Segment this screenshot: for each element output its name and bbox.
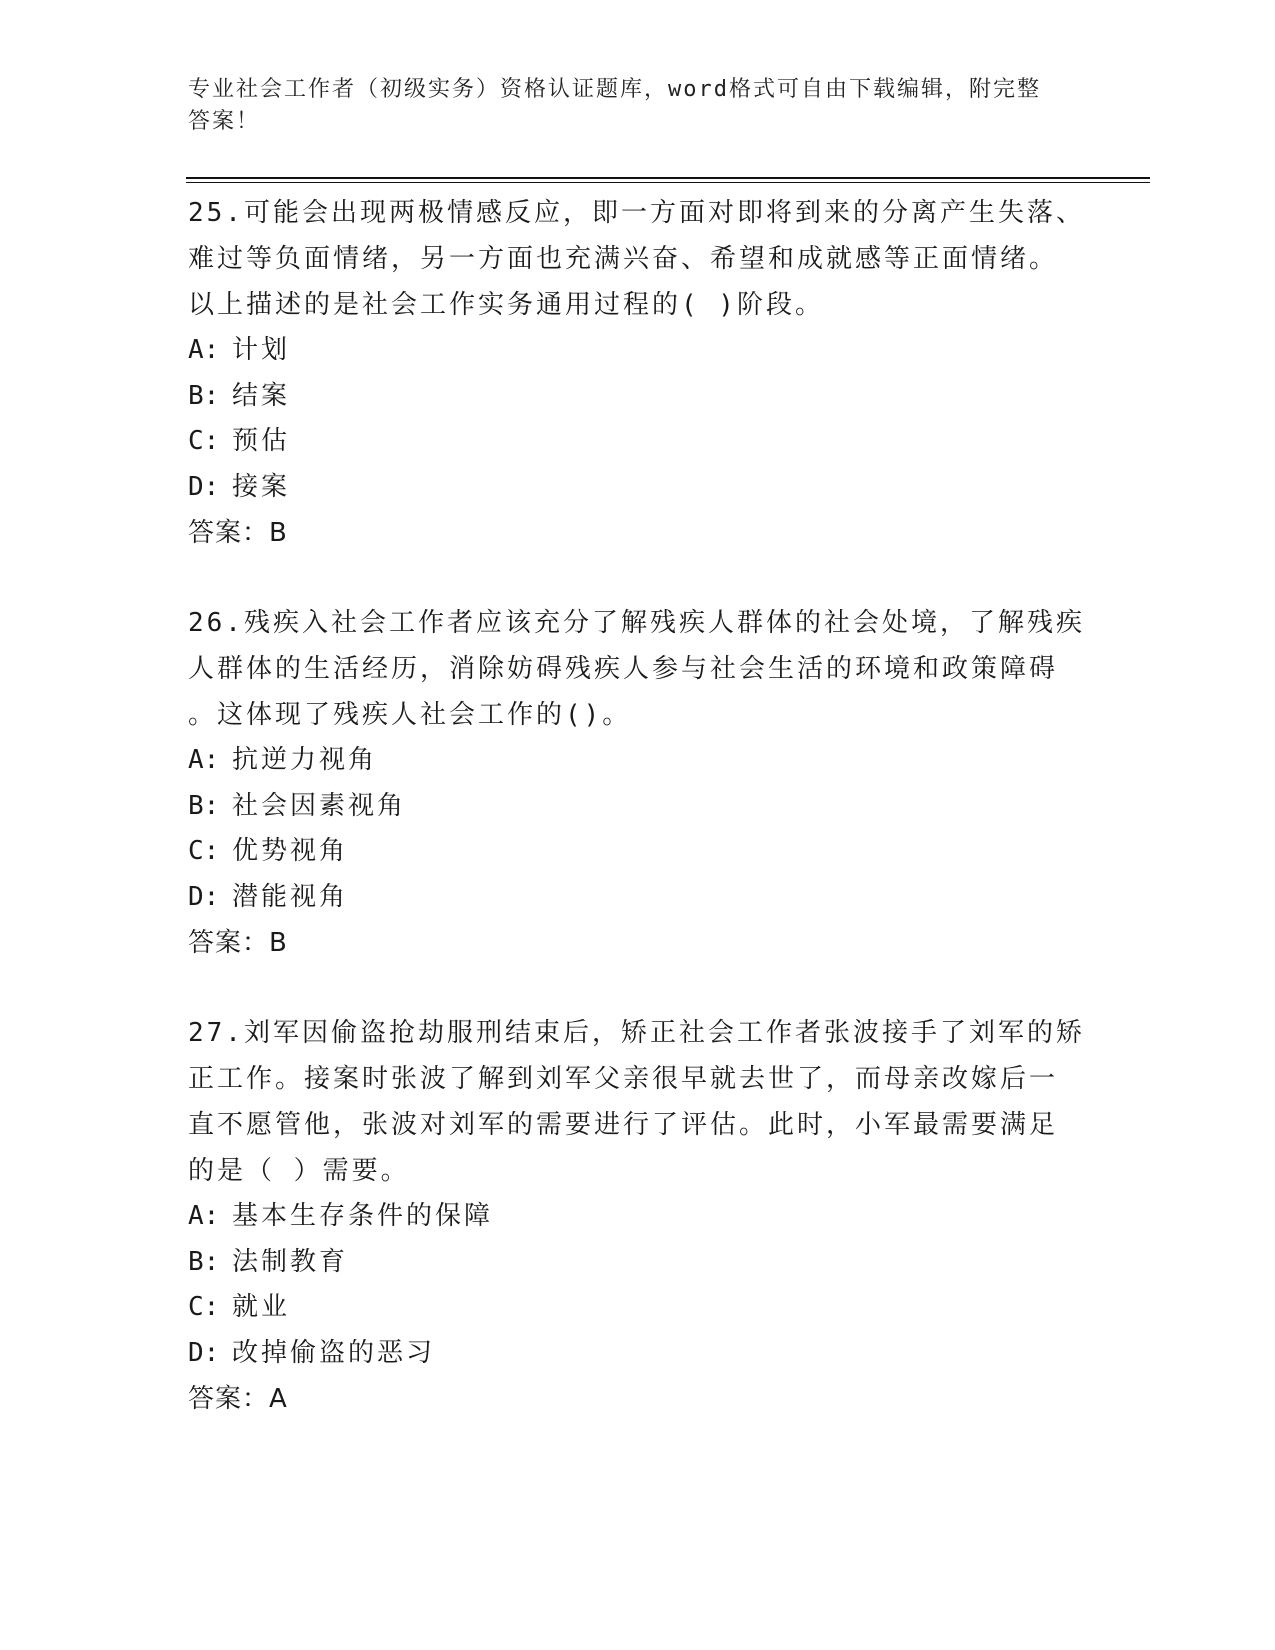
option-text: 抗逆力视角	[232, 745, 378, 775]
question-stem-line: 正工作。接案时张波了解到刘军父亲很早就去世了，而母亲改嫁后一	[188, 1064, 1059, 1094]
option-a	[188, 328, 1088, 374]
option-d	[188, 875, 1088, 921]
answer-line: 答案：B	[188, 518, 288, 548]
option-text: 优势视角	[232, 836, 349, 866]
question-stem-line: 难过等负面情绪，另一方面也充满兴奋、希望和成就感等正面情绪。	[188, 244, 1059, 274]
option-text: 潜能视角	[232, 881, 349, 912]
question-stem-line: 。这体现了残疾人社会工作的()。	[188, 700, 632, 730]
option-b	[188, 784, 1088, 830]
option-c	[188, 1285, 1088, 1331]
question-stem-line: 27.刘军因偷盗抢劫服刑结束后，矫正社会工作者张波接手了刘军的矫	[188, 1018, 1085, 1048]
option-letter: D:	[188, 881, 220, 912]
option-c	[188, 419, 1088, 465]
option-a	[188, 738, 1088, 784]
option-c	[188, 829, 1088, 875]
option-letter: B:	[188, 1246, 220, 1277]
option-letter: A:	[188, 1201, 220, 1231]
question-stem-line: 以上描述的是社会工作实务通用过程的( )阶段。	[188, 290, 824, 320]
question-stem-line: 的是（ ）需要。	[188, 1156, 410, 1186]
option-letter: A:	[188, 745, 220, 775]
option-letter: D:	[188, 1337, 220, 1368]
header-line-2: 答案！	[188, 109, 261, 134]
option-b	[188, 374, 1088, 420]
header-rule-thin	[186, 182, 1150, 183]
option-letter: A:	[188, 335, 220, 365]
option-text: 接案	[232, 471, 291, 502]
question-stem-line: 直不愿管他，张波对刘军的需要进行了评估。此时，小军最需要满足	[188, 1110, 1059, 1140]
option-d	[188, 1331, 1088, 1377]
option-letter: C:	[188, 1292, 220, 1322]
question-list	[188, 190, 1088, 1466]
question-stem-line: 26.残疾入社会工作者应该充分了解残疾人群体的社会处境，了解残疾	[188, 608, 1085, 638]
question-stem-line: 人群体的生活经历，消除妨碍残疾人参与社会生活的环境和政策障碍	[188, 654, 1059, 684]
header-line-1: 专业社会工作者（初级实务）资格认证题库，word格式可自由下载编辑，附完整	[188, 77, 1041, 102]
question-25	[188, 190, 1088, 556]
option-a	[188, 1194, 1088, 1240]
option-text: 基本生存条件的保障	[232, 1201, 494, 1231]
option-text: 法制教育	[232, 1246, 349, 1277]
option-d	[188, 465, 1088, 511]
option-text: 预估	[232, 426, 291, 456]
question-26	[188, 600, 1088, 966]
answer-line: 答案：B	[188, 928, 288, 958]
document-header	[188, 74, 1068, 138]
option-b	[188, 1240, 1088, 1286]
question-27	[188, 1010, 1088, 1422]
option-text: 改掉偷盗的恶习	[232, 1337, 436, 1368]
option-letter: C:	[188, 426, 220, 456]
option-letter: D:	[188, 471, 220, 502]
option-text: 就业	[232, 1292, 291, 1322]
option-text: 社会因素视角	[232, 790, 407, 821]
header-rule-thick	[186, 177, 1150, 179]
option-letter: C:	[188, 836, 220, 866]
option-text: 计划	[232, 335, 291, 365]
option-letter: B:	[188, 790, 220, 821]
option-text: 结案	[232, 380, 291, 411]
option-letter: B:	[188, 380, 220, 411]
question-stem-line: 25.可能会出现两极情感反应，即一方面对即将到来的分离产生失落、	[188, 198, 1085, 228]
answer-line: 答案：A	[188, 1384, 288, 1414]
